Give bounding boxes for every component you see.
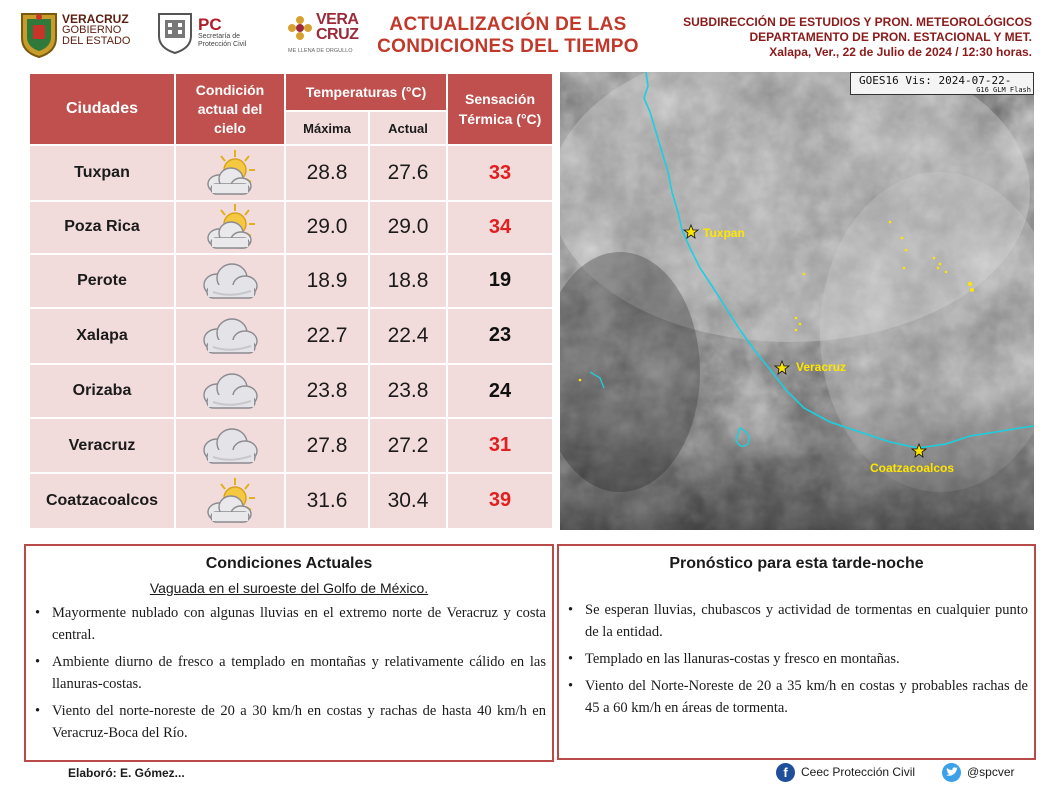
partly-cloudy-icon [175, 473, 285, 529]
header [0, 0, 1054, 66]
org-info [632, 15, 1032, 60]
table-row [29, 308, 553, 364]
temp-actual: 27.2 [369, 418, 447, 472]
current-condition-item: • Ambiente diurno de fresco a templado en montañas y relativamente cálido en las llanuras-costas. [32, 651, 546, 695]
thermal-sensation: 31 [447, 418, 553, 472]
temp-max: 18.9 [285, 254, 369, 308]
temp-max: 23.8 [285, 364, 369, 418]
issue-date: Xalapa, Ver., 22 de Julio de 2024 / 12:30 horas. [769, 45, 1032, 59]
thermal-sensation: 23 [447, 308, 553, 364]
veracruz-logo-line3: DEL ESTADO [62, 35, 131, 47]
temp-actual: 27.6 [369, 145, 447, 201]
vc-logo-tagline: ME LLENA DE ORGULLO [288, 48, 353, 54]
temp-actual: 22.4 [369, 308, 447, 364]
table-row [29, 418, 553, 472]
page-title-line1: ACTUALIZACIÓN DE LAS [389, 14, 627, 35]
satellite-timestamp [850, 72, 1034, 95]
cloudy-icon [175, 364, 285, 418]
twitter-icon [942, 763, 961, 782]
temp-actual: 29.0 [369, 201, 447, 253]
veracruz-brand-text [288, 11, 359, 54]
city-name: Perote [29, 254, 175, 308]
thermal-sensation: 24 [447, 364, 553, 418]
temp-max: 28.8 [285, 145, 369, 201]
col-header-city: Ciudades [29, 73, 175, 145]
facebook-icon: f [776, 763, 795, 782]
table-row [29, 145, 553, 201]
author-credit: Elaboró: E. Gómez... [68, 766, 185, 780]
page-title [368, 14, 648, 58]
satellite-map [560, 72, 1034, 530]
forecast-item: • Viento del Norte-Noreste de 20 a 35 km/h en costas y probables rachas de 45 a 60 km/h en áreas de tormenta. [565, 675, 1028, 719]
pc-logo-line1: Secretaría de [198, 33, 241, 40]
thermal-sensation: 19 [447, 254, 553, 308]
current-conditions-panel [24, 544, 554, 762]
current-condition-item: • Viento del norte-noreste de 20 a 30 km/h en costas y rachas de hasta 40 km/h en Veracruz-Boca del Río. [32, 700, 546, 744]
forecast-list [565, 599, 1028, 719]
veracruz-logo-line1: VERACRUZ [62, 12, 129, 26]
map-label-tuxpan: Tuxpan [703, 226, 745, 240]
forecast-title: Pronóstico para esta tarde-noche [669, 555, 924, 572]
current-conditions-subtitle: Vaguada en el suroeste del Golfo de México. [149, 580, 429, 596]
cloudy-icon [175, 254, 285, 308]
col-header-temp: Temperaturas (°C) [285, 73, 447, 111]
satellite-image [560, 72, 1034, 530]
city-name: Orizaba [29, 364, 175, 418]
current-condition-item: • Mayormente nublado con algunas lluvias en el extremo norte de Veracruz y costa central. [32, 602, 546, 646]
cloudy-icon [175, 418, 285, 472]
proteccion-civil-shield-icon [156, 10, 194, 54]
city-name: Poza Rica [29, 201, 175, 253]
twitter-link[interactable] [942, 762, 1015, 782]
veracruz-logo-line2: GOBIERNO [62, 24, 122, 36]
table-row [29, 201, 553, 253]
cloudy-icon [175, 308, 285, 364]
map-label-coatzacoalcos: Coatzacoalcos [870, 461, 955, 475]
temp-max: 31.6 [285, 473, 369, 529]
city-name: Xalapa [29, 308, 175, 364]
weather-table [28, 72, 554, 530]
thermal-sensation: 39 [447, 473, 553, 529]
temp-max: 27.8 [285, 418, 369, 472]
col-header-max: Máxima [285, 111, 369, 145]
vc-logo-line2: CRUZ [316, 26, 359, 43]
facebook-link[interactable] [776, 762, 915, 782]
temp-actual: 18.8 [369, 254, 447, 308]
city-name: Tuxpan [29, 145, 175, 201]
forecast-item: • Se esperan lluvias, chubascos y actividad de tormentas en cualquier punto de la entidad. [565, 599, 1028, 643]
temp-max: 22.7 [285, 308, 369, 364]
table-row [29, 473, 553, 529]
page-title-line2: CONDICIONES DEL TIEMPO [377, 36, 639, 57]
current-conditions-list [32, 602, 546, 744]
partly-cloudy-icon [175, 145, 285, 201]
twitter-label: @spcver [967, 765, 1015, 779]
col-header-sens: Sensación Térmica (°C) [447, 73, 553, 145]
partly-cloudy-icon [175, 201, 285, 253]
veracruz-brand-flower-icon [286, 14, 314, 42]
pc-logo-line2: Protección Civil [198, 41, 247, 48]
org-line1: SUBDIRECCIÓN DE ESTUDIOS Y PRON. METEOROLÓGICOS [683, 15, 1032, 29]
thermal-sensation: 33 [447, 145, 553, 201]
org-line2: DEPARTAMENTO DE PRON. ESTACIONAL Y MET. [749, 30, 1032, 44]
temp-max: 29.0 [285, 201, 369, 253]
vc-logo-line1: VERA [316, 11, 359, 28]
table-body [29, 145, 553, 529]
satellite-timestamp-line2: G16 GLM Flash [976, 86, 1031, 94]
table-row [29, 364, 553, 418]
pc-logo-text [198, 16, 246, 49]
forecast-item: • Templado en las llanuras-costas y fresco en montañas. [565, 648, 1028, 670]
satellite-timestamp-line1: GOES16 Vis: 2024-07-22- [859, 74, 1012, 87]
temp-actual: 30.4 [369, 473, 447, 529]
col-header-actual: Actual [369, 111, 447, 145]
table-row [29, 254, 553, 308]
veracruz-shield-icon [18, 8, 60, 58]
current-conditions-title: Condiciones Actuales [205, 555, 373, 572]
map-label-veracruz: Veracruz [796, 360, 847, 374]
facebook-label: Ceec Protección Civil [801, 765, 916, 779]
col-header-sky: Condición actual del cielo [175, 73, 285, 145]
temp-actual: 23.8 [369, 364, 447, 418]
veracruz-logo-text [62, 14, 130, 47]
thermal-sensation: 34 [447, 201, 553, 253]
forecast-panel [557, 544, 1036, 760]
city-name: Coatzacoalcos [29, 473, 175, 529]
city-name: Veracruz [29, 418, 175, 472]
pc-logo-big: PC [198, 15, 222, 34]
